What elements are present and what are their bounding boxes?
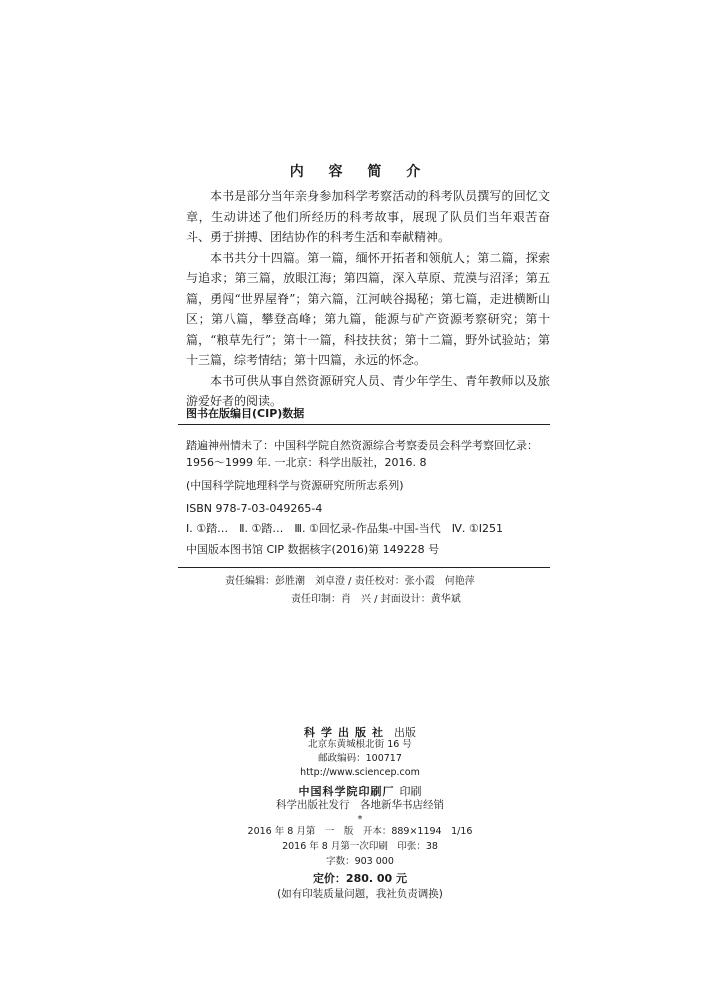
publisher-website: http://www.sciencep.com [300,767,420,778]
page-title: 内 容 简 介 [289,164,431,180]
cip-number: 中国版本图书馆 CIP 数据核字(2016)第 149228 号 [186,543,440,556]
publisher-address: 北京东黄城根北街 16 号 [308,739,412,750]
cip-bottom-rule [178,567,550,568]
cip-series: (中国科学院地理科学与资源研究所所志系列) [186,479,404,492]
staff-production: 责任印制：肖 兴 / 封面设计：黄华斌 [291,594,461,605]
cip-top-rule [178,424,550,425]
intro-paragraph-2: 本书共分十四篇。第一篇，缅怀开拓者和领航人；第二篇，探索与追求；第三篇，放眼江海；第四篇，深入草原、荒漠与沼泽；第五篇，勇闯“世界屋脊”；第六篇，江河峡谷揭秘；第七篇，走进横断山区；第八篇，攀登高峰；第九篇，能源与矿产资源考察研究；第十篇，“粮草先行”；第十一篇，科技扶贫；第十二篇，野外试验站；第十三篇，综考情结；第十四篇，永远的怀念。 [186,250,550,367]
separator-star: * [357,814,363,825]
quality-notice: (如有印装质量问题，我社负责调换) [277,888,443,900]
staff-editors: 责任编辑：彭胜潮 刘卓澄 / 责任校对：张小霞 何艳萍 [225,576,475,587]
wordcount-line: 字数：903 000 [326,856,394,867]
printing-line: 2016 年 8 月第一次印刷 印张：38 [282,841,438,852]
cip-heading: 图书在版编目(CIP)数据 [186,407,305,420]
publisher-postcode: 邮政编码：100717 [318,753,402,764]
printer-name: 中国科学院印刷厂 [298,785,395,798]
edition-line: 2016 年 8 月第 一 版 开本：889×1194 1/16 [247,826,473,837]
publisher-suffix: 出版 [394,726,417,739]
intro-paragraph-1: 本书是部分当年亲身参加科学考察活动的科考队员撰写的回忆文章，生动讲述了他们所经历的科考故事，展现了队员们当年艰苦奋斗、勇于拼搏、团结协作的科考生活和奉献精神。 [186,189,550,244]
distribution-line: 科学出版社发行 各地新华书店经销 [276,799,444,811]
intro-section [186,186,550,412]
cip-classification: Ⅰ. ①踏… Ⅱ. ①踏… Ⅲ. ①回忆录-作品集-中国-当代 Ⅳ. ①I251 [186,522,503,535]
printer-suffix: 印刷 [399,785,422,798]
price-line: 定价：280. 00 元 [312,872,408,885]
cip-title-line-1: 踏遍神州情未了：中国科学院自然资源综合考察委员会科学考察回忆录： [186,439,538,452]
intro-paragraph-3: 本书可供从事自然资源研究人员、青少年学生、青年教师以及旅游爱好者的阅读。 [186,373,550,408]
publisher-name: 科学出版社 [303,726,389,739]
cip-isbn: ISBN 978-7-03-049265-4 [186,502,323,515]
cip-title-line-2: 1956～1999 年. 一北京：科学出版社，2016. 8 [186,456,427,469]
